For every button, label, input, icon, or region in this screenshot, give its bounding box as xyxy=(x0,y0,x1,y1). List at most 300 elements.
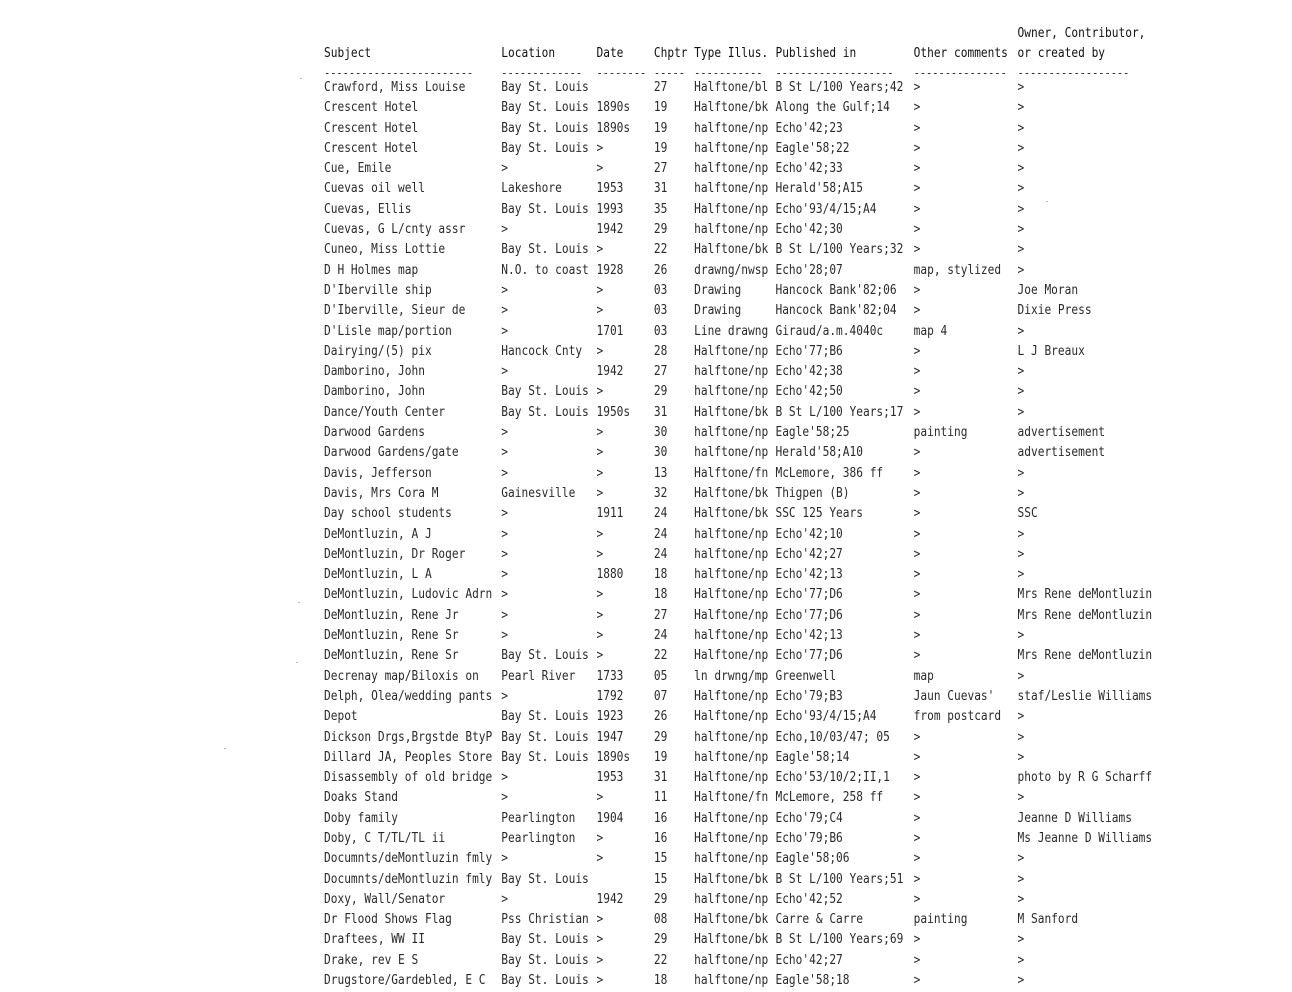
cell-type-illus: Halftone/bk xyxy=(694,404,769,420)
cell-type-illus: halftone/np xyxy=(694,628,769,644)
cell-subject: Documnts/deMontluzin fmly xyxy=(324,871,493,887)
cell-subject: Doby, C T/TL/TL ii xyxy=(324,830,446,846)
table-row xyxy=(324,281,1156,301)
cell-subject: DeMontluzin, Ludovic Adrn xyxy=(324,587,493,603)
table-row xyxy=(324,261,1156,281)
cell-date: > xyxy=(596,628,604,644)
cell-location: Bay St. Louis xyxy=(501,242,589,258)
cell-other-comments: > xyxy=(913,851,921,867)
cell-date: 1880 xyxy=(596,567,624,583)
table-row xyxy=(324,423,1156,443)
cell-chapter: 16 xyxy=(653,830,668,846)
dash-rule: ------------------------ xyxy=(324,66,474,80)
cell-date: 1792 xyxy=(596,688,624,704)
scan-speck xyxy=(298,602,300,603)
cell-other-comments: > xyxy=(913,506,921,522)
cell-type-illus: halftone/np xyxy=(694,729,769,745)
cell-chapter: 13 xyxy=(653,465,668,481)
cell-other-comments: > xyxy=(913,100,921,116)
cell-other-comments: > xyxy=(913,973,921,989)
cell-location: > xyxy=(501,851,509,867)
cell-other-comments: > xyxy=(913,161,921,177)
cell-chapter: 03 xyxy=(653,323,668,339)
cell-chapter: 19 xyxy=(653,749,668,765)
cell-type-illus: Halftone/bk xyxy=(694,506,769,522)
cell-type-illus: halftone/np xyxy=(694,891,769,907)
cell-date: > xyxy=(596,932,604,948)
cell-subject: D'Iberville, Sieur de xyxy=(324,303,466,319)
cell-chapter: 05 xyxy=(653,668,668,684)
cell-owner: advertisement xyxy=(1017,445,1106,461)
cell-owner: staf/Leslie Williams xyxy=(1017,688,1153,704)
cell-location: > xyxy=(501,790,509,806)
cell-type-illus: Halftone/bk xyxy=(694,912,769,928)
cell-chapter: 31 xyxy=(653,770,668,786)
cell-subject: Cuneo, Miss Lottie xyxy=(324,242,446,258)
cell-other-comments: > xyxy=(913,303,921,319)
cell-published-in: B St L/100 Years;51 xyxy=(775,871,904,887)
cell-published-in: Thigpen (B) xyxy=(775,485,850,501)
cell-published-in: Eagle'58;06 xyxy=(775,851,850,867)
cell-owner: > xyxy=(1017,161,1025,177)
cell-date: 1942 xyxy=(596,364,624,380)
cell-date: 1993 xyxy=(596,201,624,217)
cell-subject: Cuevas, G L/cnty assr xyxy=(324,222,466,238)
cell-chapter: 22 xyxy=(653,952,668,968)
cell-subject: Cuevas, Ellis xyxy=(324,201,412,217)
cell-subject: Doxy, Wall/Senator xyxy=(324,891,446,907)
cell-subject: DeMontluzin, Rene Sr xyxy=(324,628,459,644)
cell-other-comments: > xyxy=(913,952,921,968)
cell-published-in: Eagle'58;22 xyxy=(775,140,850,156)
cell-other-comments: > xyxy=(913,343,921,359)
cell-other-comments: > xyxy=(913,546,921,562)
cell-chapter: 31 xyxy=(653,404,668,420)
cell-owner: > xyxy=(1017,546,1025,562)
cell-date: > xyxy=(596,790,604,806)
cell-date: 1904 xyxy=(596,810,624,826)
cell-published-in: Echo'42;10 xyxy=(775,526,843,542)
table-header xyxy=(324,24,1156,78)
cell-published-in: Echo'42;27 xyxy=(775,546,843,562)
cell-type-illus: halftone/np xyxy=(694,425,769,441)
cell-subject: Damborino, John xyxy=(324,364,425,380)
cell-chapter: 29 xyxy=(653,222,668,238)
cell-owner: > xyxy=(1017,891,1025,907)
cell-subject: Davis, Jefferson xyxy=(324,465,432,481)
cell-type-illus: Halftone/np xyxy=(694,648,769,664)
cell-date: 1890s xyxy=(596,120,631,136)
cell-published-in: Echo'42;38 xyxy=(775,364,843,380)
cell-location: Bay St. Louis xyxy=(501,932,589,948)
cell-other-comments: painting xyxy=(913,912,968,928)
cell-date: 1942 xyxy=(596,891,624,907)
table-row xyxy=(324,870,1156,890)
cell-other-comments: > xyxy=(913,810,921,826)
cell-owner: Mrs Rene deMontluzin xyxy=(1017,607,1153,623)
table-row xyxy=(324,443,1156,463)
cell-date: > xyxy=(596,343,604,359)
cell-subject: Delph, Olea/wedding pants xyxy=(324,688,493,704)
cell-other-comments: > xyxy=(913,120,921,136)
cell-location: > xyxy=(501,567,509,583)
cell-other-comments: > xyxy=(913,242,921,258)
cell-chapter: 29 xyxy=(653,891,668,907)
cell-subject: DeMontluzin, Rene Sr xyxy=(324,648,459,664)
cell-date: > xyxy=(596,587,604,603)
cell-date: > xyxy=(596,830,604,846)
cell-date: > xyxy=(596,445,604,461)
cell-owner: > xyxy=(1017,485,1025,501)
cell-type-illus: Halftone/bk xyxy=(694,871,769,887)
cell-type-illus: Halftone/np xyxy=(694,688,769,704)
cell-location: Bay St. Louis xyxy=(501,729,589,745)
cell-date: > xyxy=(596,282,604,298)
cell-date: > xyxy=(596,546,604,562)
cell-subject: Day school students xyxy=(324,506,452,522)
cell-location: Bay St. Louis xyxy=(501,749,589,765)
cell-other-comments: > xyxy=(913,830,921,846)
cell-other-comments: > xyxy=(913,384,921,400)
cell-date: 1953 xyxy=(596,181,624,197)
cell-date: > xyxy=(596,242,604,258)
cell-subject: DeMontluzin, Rene Jr xyxy=(324,607,459,623)
table-row xyxy=(324,646,1156,666)
cell-published-in: Echo'93/4/15;A4 xyxy=(775,201,877,217)
cell-owner: photo by R G Scharff xyxy=(1017,770,1153,786)
cell-published-in: Eagle'58;25 xyxy=(775,425,850,441)
cell-location: Bay St. Louis xyxy=(501,871,589,887)
cell-other-comments: > xyxy=(913,465,921,481)
cell-location: Pss Christian xyxy=(501,912,589,928)
header-subject: Subject xyxy=(324,46,372,61)
cell-date: 1947 xyxy=(596,729,624,745)
cell-other-comments: > xyxy=(913,587,921,603)
cell-subject: D'Iberville ship xyxy=(324,282,432,298)
cell-published-in: B St L/100 Years;32 xyxy=(775,242,904,258)
cell-other-comments: > xyxy=(913,871,921,887)
cell-date: 1923 xyxy=(596,709,624,725)
table-row xyxy=(324,342,1156,362)
cell-subject: Crescent Hotel xyxy=(324,140,419,156)
cell-published-in: Echo'42;13 xyxy=(775,628,843,644)
cell-other-comments: > xyxy=(913,932,921,948)
table-row xyxy=(324,484,1156,504)
cell-type-illus: halftone/np xyxy=(694,526,769,542)
cell-published-in: B St L/100 Years;69 xyxy=(775,932,904,948)
cell-chapter: 28 xyxy=(653,343,668,359)
cell-chapter: 24 xyxy=(653,526,668,542)
cell-date: > xyxy=(596,140,604,156)
cell-location: Bay St. Louis xyxy=(501,384,589,400)
cell-location: > xyxy=(501,506,509,522)
cell-chapter: 27 xyxy=(653,161,668,177)
cell-location: Pearlington xyxy=(501,830,576,846)
header-owner-line1: Owner, Contributor, xyxy=(1017,26,1146,41)
cell-published-in: Eagle'58;14 xyxy=(775,749,850,765)
cell-chapter: 27 xyxy=(653,364,668,380)
table-row xyxy=(324,240,1156,260)
header-published-in: Published in xyxy=(775,46,857,61)
cell-published-in: Echo'77;D6 xyxy=(775,587,843,603)
cell-owner: M Sanford xyxy=(1017,912,1079,928)
cell-published-in: B St L/100 Years;17 xyxy=(775,404,904,420)
cell-other-comments: > xyxy=(913,201,921,217)
cell-chapter: 24 xyxy=(653,506,668,522)
cell-chapter: 03 xyxy=(653,303,668,319)
cell-owner: advertisement xyxy=(1017,425,1106,441)
cell-location: > xyxy=(501,526,509,542)
table-row xyxy=(324,525,1156,545)
cell-owner: > xyxy=(1017,404,1025,420)
cell-date: > xyxy=(596,851,604,867)
cell-published-in: Echo'79;B6 xyxy=(775,830,843,846)
cell-type-illus: halftone/np xyxy=(694,546,769,562)
cell-owner: > xyxy=(1017,871,1025,887)
cell-location: Hancock Cnty xyxy=(501,343,583,359)
cell-date: > xyxy=(596,303,604,319)
cell-subject: D H Holmes map xyxy=(324,262,419,278)
table-body xyxy=(324,78,1156,991)
cell-type-illus: Drawing xyxy=(694,282,742,298)
header-chptr: Chptr xyxy=(653,46,688,61)
cell-other-comments: > xyxy=(913,628,921,644)
table-row xyxy=(324,565,1156,585)
cell-location: Bay St. Louis xyxy=(501,404,589,420)
cell-published-in: Echo'77;D6 xyxy=(775,648,843,664)
cell-owner: Jeanne D Williams xyxy=(1017,810,1132,826)
cell-published-in: Greenwell xyxy=(775,668,837,684)
cell-chapter: 18 xyxy=(653,973,668,989)
table-row xyxy=(324,322,1156,342)
cell-location: > xyxy=(501,282,509,298)
cell-location: Bay St. Louis xyxy=(501,648,589,664)
cell-type-illus: Halftone/np xyxy=(694,810,769,826)
cell-location: > xyxy=(501,546,509,562)
cell-other-comments: > xyxy=(913,404,921,420)
cell-date xyxy=(596,78,653,98)
cell-published-in: Herald'58;A10 xyxy=(775,445,863,461)
table-row xyxy=(324,301,1156,321)
cell-owner: > xyxy=(1017,973,1025,989)
cell-location: > xyxy=(501,222,509,238)
scan-speck xyxy=(224,748,226,749)
cell-published-in: Echo'79;C4 xyxy=(775,810,843,826)
cell-published-in: Eagle'58;18 xyxy=(775,973,850,989)
cell-date: 1911 xyxy=(596,506,624,522)
cell-owner: > xyxy=(1017,80,1025,95)
cell-chapter: 31 xyxy=(653,181,668,197)
cell-published-in: Hancock Bank'82;06 xyxy=(775,282,897,298)
cell-date: > xyxy=(596,526,604,542)
cell-published-in: Herald'58;A15 xyxy=(775,181,863,197)
cell-owner: Mrs Rene deMontluzin xyxy=(1017,648,1153,664)
table-row xyxy=(324,768,1156,788)
cell-type-illus: Halftone/np xyxy=(694,587,769,603)
cell-date: 1890s xyxy=(596,749,631,765)
table-row xyxy=(324,362,1156,382)
cell-owner: Dixie Press xyxy=(1017,303,1092,319)
cell-other-comments: > xyxy=(913,891,921,907)
cell-owner: > xyxy=(1017,790,1025,806)
table-row xyxy=(324,971,1156,991)
dash-rule: --------------- xyxy=(913,66,1007,80)
cell-chapter: 32 xyxy=(653,485,668,501)
cell-date: 1953 xyxy=(596,770,624,786)
cell-subject: Documnts/deMontluzin fmly xyxy=(324,851,493,867)
cell-owner: Ms Jeanne D Williams xyxy=(1017,830,1153,846)
cell-owner: > xyxy=(1017,749,1025,765)
cell-published-in: Echo'93/4/15;A4 xyxy=(775,709,877,725)
cell-owner: > xyxy=(1017,262,1025,278)
cell-chapter: 30 xyxy=(653,445,668,461)
cell-subject: Drake, rev E S xyxy=(324,952,419,968)
cell-chapter: 19 xyxy=(653,120,668,136)
cell-published-in: B St L/100 Years;42 xyxy=(775,80,904,95)
cell-subject: Doby family xyxy=(324,810,399,826)
table-row xyxy=(324,200,1156,220)
cell-type-illus: ln drwng/mp xyxy=(694,668,769,684)
cell-chapter: 26 xyxy=(653,709,668,725)
cell-other-comments: > xyxy=(913,790,921,806)
cell-published-in: Echo'42;27 xyxy=(775,952,843,968)
cell-location: > xyxy=(501,465,509,481)
cell-chapter: 15 xyxy=(653,851,668,867)
cell-subject: DeMontluzin, A J xyxy=(324,526,432,542)
cell-owner: > xyxy=(1017,709,1025,725)
cell-published-in: Hancock Bank'82;04 xyxy=(775,303,897,319)
cell-owner: > xyxy=(1017,222,1025,238)
cell-subject: Decrenay map/Biloxis on xyxy=(324,668,479,684)
cell-location: > xyxy=(501,445,509,461)
cell-other-comments: > xyxy=(913,749,921,765)
cell-other-comments: > xyxy=(913,526,921,542)
cell-date: > xyxy=(596,161,604,177)
cell-subject: Dance/Youth Center xyxy=(324,404,446,420)
cell-chapter: 19 xyxy=(653,140,668,156)
cell-type-illus: Line drawng xyxy=(694,323,769,339)
cell-date: 1950s xyxy=(596,404,631,420)
cell-date: > xyxy=(596,973,604,989)
dash-rule: ------------- xyxy=(501,66,583,80)
cell-other-comments: > xyxy=(913,729,921,745)
cell-published-in: Carre & Carre xyxy=(775,912,863,928)
cell-chapter: 03 xyxy=(653,282,668,298)
cell-location: > xyxy=(501,303,509,319)
cell-location: > xyxy=(501,688,509,704)
table-row xyxy=(324,504,1156,524)
cell-type-illus: Halftone/np xyxy=(694,201,769,217)
cell-location: > xyxy=(501,323,509,339)
cell-type-illus: drawng/nwsp xyxy=(694,262,769,278)
cell-type-illus: halftone/np xyxy=(694,952,769,968)
header-owner xyxy=(1018,24,1157,64)
cell-date: 1942 xyxy=(596,222,624,238)
cell-type-illus: halftone/np xyxy=(694,445,769,461)
header-date: Date xyxy=(596,46,624,61)
cell-location: > xyxy=(501,628,509,644)
cell-chapter: 07 xyxy=(653,688,668,704)
cell-published-in: McLemore, 386 ff xyxy=(775,465,884,481)
cell-owner: > xyxy=(1017,628,1025,644)
cell-date xyxy=(596,870,653,890)
cell-published-in: Echo'42;50 xyxy=(775,384,843,400)
cell-date: > xyxy=(596,384,604,400)
dash-rule: ------------------- xyxy=(775,66,894,80)
cell-type-illus: Halftone/fn xyxy=(694,465,769,481)
cell-published-in: Echo'42;30 xyxy=(775,222,843,238)
cell-other-comments: > xyxy=(913,445,921,461)
index-table xyxy=(324,24,1156,991)
cell-published-in: Echo,10/03/47; 05 xyxy=(775,729,890,745)
cell-type-illus: halftone/np xyxy=(694,161,769,177)
cell-chapter: 26 xyxy=(653,262,668,278)
cell-type-illus: Halftone/fn xyxy=(694,790,769,806)
cell-other-comments: > xyxy=(913,567,921,583)
cell-published-in: Echo'42;52 xyxy=(775,891,843,907)
cell-other-comments: > xyxy=(913,80,921,95)
table-row xyxy=(324,119,1156,139)
cell-location: Bay St. Louis xyxy=(501,709,589,725)
cell-subject: Davis, Mrs Cora M xyxy=(324,485,439,501)
cell-subject: DeMontluzin, L A xyxy=(324,567,432,583)
cell-type-illus: Halftone/bl xyxy=(694,80,769,95)
cell-location: > xyxy=(501,891,509,907)
cell-chapter: 27 xyxy=(653,607,668,623)
cell-location: Pearl River xyxy=(501,668,576,684)
cell-date: > xyxy=(596,648,604,664)
cell-location: > xyxy=(501,161,509,177)
cell-owner: > xyxy=(1017,851,1025,867)
header-other-comments: Other comments xyxy=(913,46,1008,61)
cell-location: N.O. to coast xyxy=(501,262,589,278)
cell-other-comments: Jaun Cuevas' xyxy=(913,688,995,704)
cell-owner: > xyxy=(1017,567,1025,583)
cell-chapter: 18 xyxy=(653,567,668,583)
table-row xyxy=(324,179,1156,199)
cell-chapter: 22 xyxy=(653,648,668,664)
cell-type-illus: halftone/np xyxy=(694,384,769,400)
cell-subject: Crawford, Miss Louise xyxy=(324,80,466,95)
cell-date: 1928 xyxy=(596,262,624,278)
cell-location: Gainesville xyxy=(501,485,576,501)
cell-date: > xyxy=(596,912,604,928)
scan-speck xyxy=(300,78,302,79)
header-type-illus: Type Illus. xyxy=(694,46,769,61)
cell-location: > xyxy=(501,607,509,623)
cell-location: Pearlington xyxy=(501,810,576,826)
cell-location: Bay St. Louis xyxy=(501,100,589,116)
cell-subject: Doaks Stand xyxy=(324,790,399,806)
cell-type-illus: Halftone/np xyxy=(694,709,769,725)
cell-owner: > xyxy=(1017,952,1025,968)
cell-other-comments: > xyxy=(913,222,921,238)
cell-owner: > xyxy=(1017,526,1025,542)
table-row xyxy=(324,687,1156,707)
table-row xyxy=(324,98,1156,118)
cell-chapter: 35 xyxy=(653,201,668,217)
cell-chapter: 18 xyxy=(653,587,668,603)
cell-chapter: 15 xyxy=(653,871,668,887)
cell-owner: > xyxy=(1017,729,1025,745)
cell-type-illus: halftone/np xyxy=(694,567,769,583)
cell-subject: Darwood Gardens/gate xyxy=(324,445,459,461)
cell-date: > xyxy=(596,465,604,481)
cell-subject: Depot xyxy=(324,709,358,725)
cell-date: 1733 xyxy=(596,668,624,684)
cell-location: > xyxy=(501,770,509,786)
cell-published-in: Giraud/a.m.4040c xyxy=(775,323,884,339)
